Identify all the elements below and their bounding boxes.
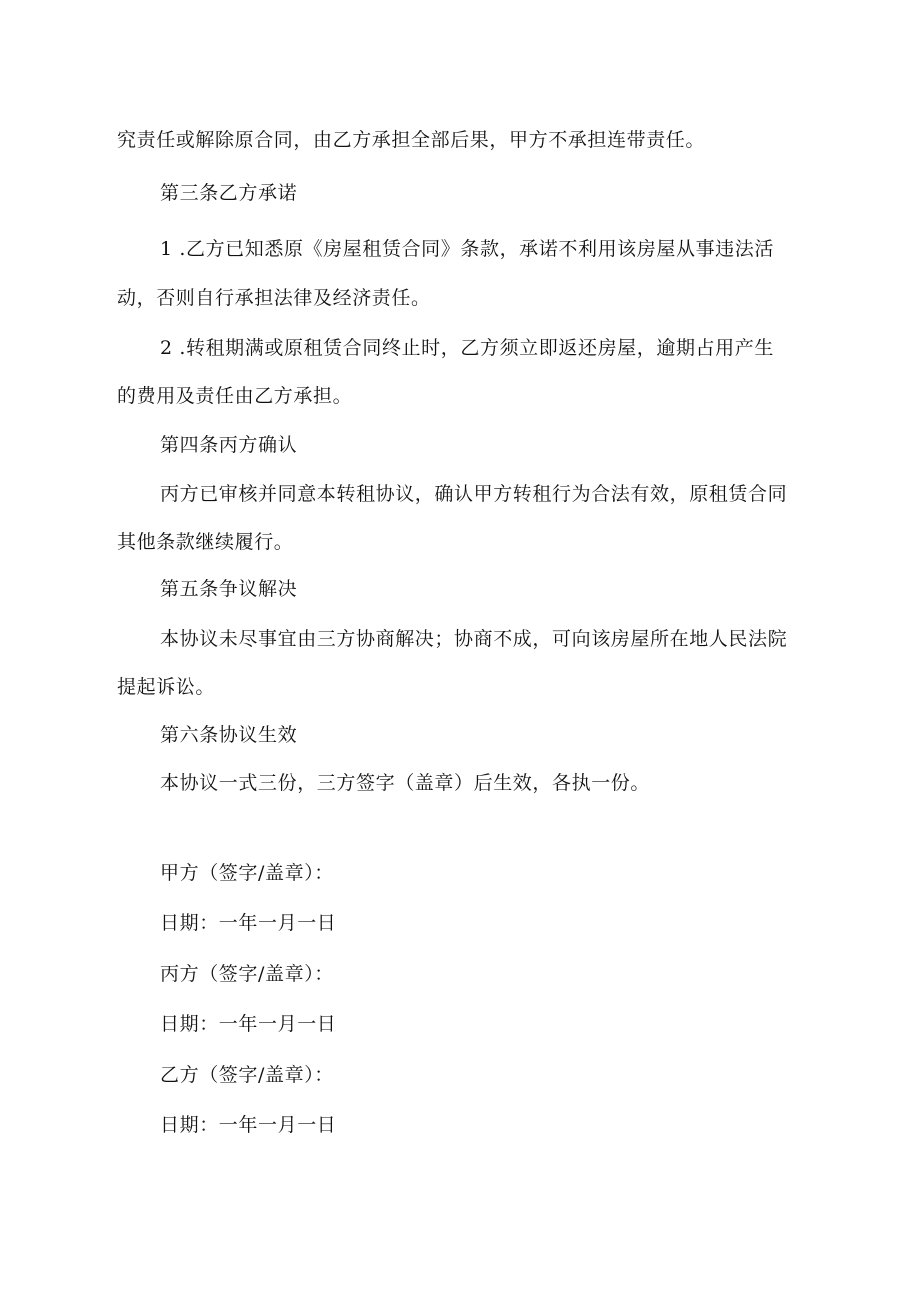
signature-date-a: 日期：一年一月一日 bbox=[160, 912, 337, 934]
article-3-title: 第三条乙方承诺 bbox=[160, 182, 298, 204]
signature-date-c: 日期：一年一月一日 bbox=[160, 1013, 337, 1035]
article-6-title: 第六条协议生效 bbox=[160, 724, 298, 746]
signature-party-b: 乙方（签字/盖章）： bbox=[160, 1064, 334, 1086]
article-6-line-1: 本协议一式三份，三方签字（盖章）后生效，各执一份。 bbox=[160, 772, 651, 794]
article-5-line-2: 提起诉讼。 bbox=[117, 676, 216, 698]
article-4-line-1: 丙方已审核并同意本转租协议，确认甲方转租行为合法有效，原租赁合同 bbox=[160, 483, 788, 505]
article-4-line-2: 其他条款继续履行。 bbox=[117, 531, 294, 553]
article-3-item-1-line-1: 1 .乙方已知悉原《房屋租赁合同》条款，承诺不利用该房屋从事违法活 bbox=[160, 238, 774, 260]
article-3-item-2-line-1: 2 .转租期满或原租赁合同终止时，乙方须立即返还房屋，逾期占用产生 bbox=[160, 337, 774, 359]
article-5-title: 第五条争议解决 bbox=[160, 578, 298, 600]
article-3-item-1-line-2: 动，否则自行承担法律及经济责任。 bbox=[117, 287, 431, 309]
article-3-item-2-line-2: 的费用及责任由乙方承担。 bbox=[117, 385, 353, 407]
signature-party-c: 丙方（签字/盖章）： bbox=[160, 963, 334, 985]
article-5-line-1: 本协议未尽事宜由三方协商解决；协商不成，可向该房屋所在地人民法院 bbox=[160, 628, 788, 650]
article-4-title: 第四条丙方确认 bbox=[160, 434, 298, 456]
intro-continuation: 究责任或解除原合同，由乙方承担全部后果，甲方不承担连带责任。 bbox=[117, 129, 706, 151]
signature-party-a: 甲方（签字/盖章）： bbox=[160, 862, 334, 884]
signature-date-b: 日期：一年一月一日 bbox=[160, 1114, 337, 1136]
